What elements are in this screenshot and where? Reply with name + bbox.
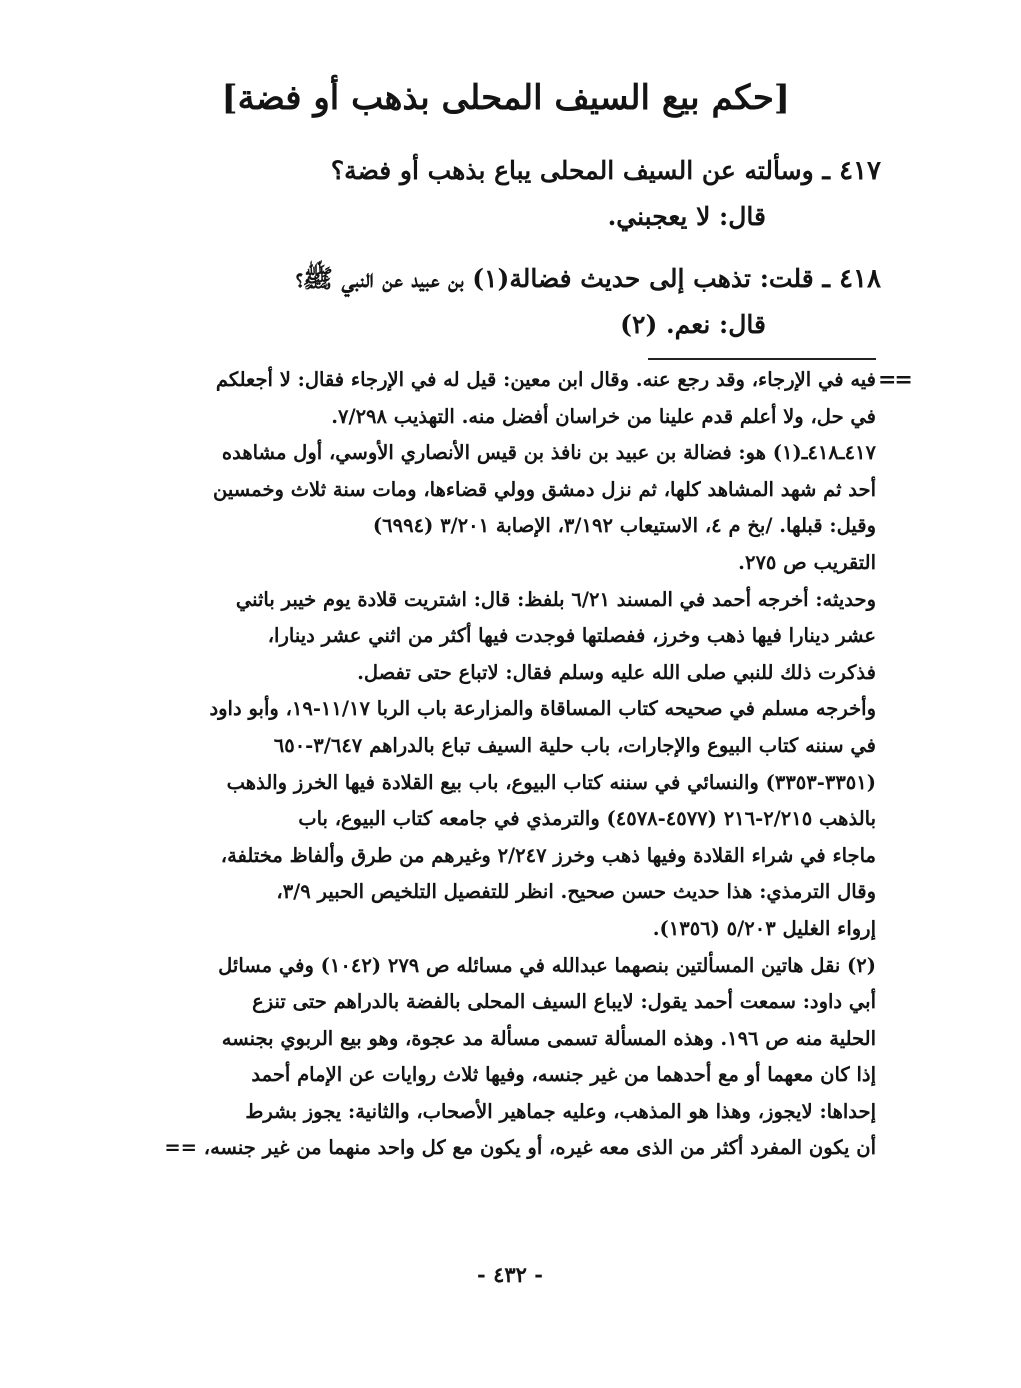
footnote-line: ٤١٧ـ٤١٨ـ(١) هو: فضالة بن عبيد بن نافذ بن قيس الأنصاري الأوسي، أول مشاهده <box>221 441 876 465</box>
footnote-line: أن يكون المفرد أكثر من الذى معه غيره، أو يكون مع كل واحد منهما من غير جنسه، == <box>164 1136 876 1160</box>
footnote-line: وقال الترمذي: هذا حديث حسن صحيح. انظر للتفصيل التلخيص الحبير ٣/٩، <box>276 880 876 904</box>
footnote-line: وأخرجه مسلم في صحيحه كتاب المساقاة والمزارعة باب الربا ١١/١٧-١٩، وأبو داود <box>209 697 876 721</box>
footnotes-block <box>164 362 876 1167</box>
footnote-line: أبي داود: سمعت أحمد يقول: لايباع السيف المحلى بالفضة بالدراهم حتى تنزع <box>252 990 876 1014</box>
page-number: - ٤٣٢ - <box>477 1262 543 1287</box>
footnote-line: (٣٣٥١-٣٣٥٣) والنسائي في سننه كتاب البيوع، باب بيع القلادة فيها الخرز والذهب <box>226 770 876 794</box>
entry-answer: قال: نعم. (٢) <box>620 310 766 339</box>
footnote-line: بالذهب ٢/٢١٥-٢١٦ (٤٥٧٧-٤٥٧٨) والترمذي في جامعه كتاب البيوع، باب <box>298 807 876 831</box>
footnote-separator <box>648 358 876 360</box>
entry-417 <box>121 148 881 240</box>
footnote-line: إرواء الغليل ٥/٢٠٣ (١٣٥٦). <box>652 916 876 940</box>
footnote-line: وقيل: قبلها. /بخ م ٤، الاستيعاب ٣/١٩٢، الإصابة ٣/٢٠١ (٦٩٩٤) <box>372 514 876 538</box>
footnote-line: إحداها: لايجوز، وهذا هو المذهب، وعليه جماهير الأصحاب، والثانية: يجوز بشرط <box>245 1099 876 1123</box>
footnote-line: فذكرت ذلك للنبي صلى الله عليه وسلم فقال: لاتباع حتى تفصل. <box>357 660 876 684</box>
footnote-line: الحلية منه ص ١٩٦. وهذه المسألة تسمى مسألة مد عجوة، وهو بيع الربوي بجنسه <box>221 1026 876 1050</box>
footnote-line: إذا كان معهما أو مع أحدهما من غير جنسه، وفيها ثلاث روايات عن الإمام أحمد <box>251 1063 876 1087</box>
entry-question: وسألته عن السيف المحلى يباع بذهب أو فضة؟ <box>330 156 814 185</box>
footnote-line: التقريب ص ٢٧٥. <box>738 550 876 574</box>
footnote-line: عشر دينارا فيها ذهب وخرز، ففصلتها فوجدت فيها أكثر من اثني عشر دينارا، <box>267 624 876 648</box>
footnote-line: أحد ثم شهد المشاهد كلها، ثم نزل دمشق وولي قضاءها، ومات سنة ثلاث وخمسين <box>213 477 876 501</box>
footnote-line: في سننه كتاب البيوع والإجارات، باب حلية السيف تباع بالدراهم ٣/٦٤٧-٦٥٠ <box>273 733 876 757</box>
entry-number: ٤١٧ ـ <box>822 156 881 186</box>
entry-418-question-line <box>121 256 881 302</box>
entry-417-question-line <box>121 148 881 194</box>
entry-418 <box>121 256 881 348</box>
entry-number: ٤١٨ ـ <box>822 264 881 294</box>
footnote-line: في حل، ولا أعلم قدم علينا من خراسان أفضل منه. التهذيب ٧/٢٩٨. <box>331 404 876 428</box>
entry-answer: قال: لا يعجبني. <box>607 202 766 231</box>
continuation-mark: == <box>878 367 911 393</box>
footnote-line: ماجاء في شراء القلادة وفيها ذهب وخرز ٢/٢٤٧ وغيرهم من طرق وألفاظ مختلفة، <box>220 843 876 867</box>
footnote-line: فيه في الإرجاء، وقد رجع عنه. وقال ابن معين: قيل له في الإرجاء فقال: لا أجعلكم <box>215 368 876 391</box>
section-title: [حكم بيع السيف المحلى بذهب أو فضة] <box>221 78 790 118</box>
entry-question: قلت: تذهب إلى حديث فضالة(١) بن عبيد عن النبي ﷺ؟ <box>295 264 814 293</box>
footnote-line: وحديثه: أخرجه أحمد في المسند ٦/٢١ بلفظ: قال: اشتريت قلادة يوم خيبر باثني <box>235 587 876 611</box>
footnote-line: (٢) نقل هاتين المسألتين بنصهما عبدالله في مسائله ص ٢٧٩ (١٠٤٢) وفي مسائل <box>218 953 876 977</box>
